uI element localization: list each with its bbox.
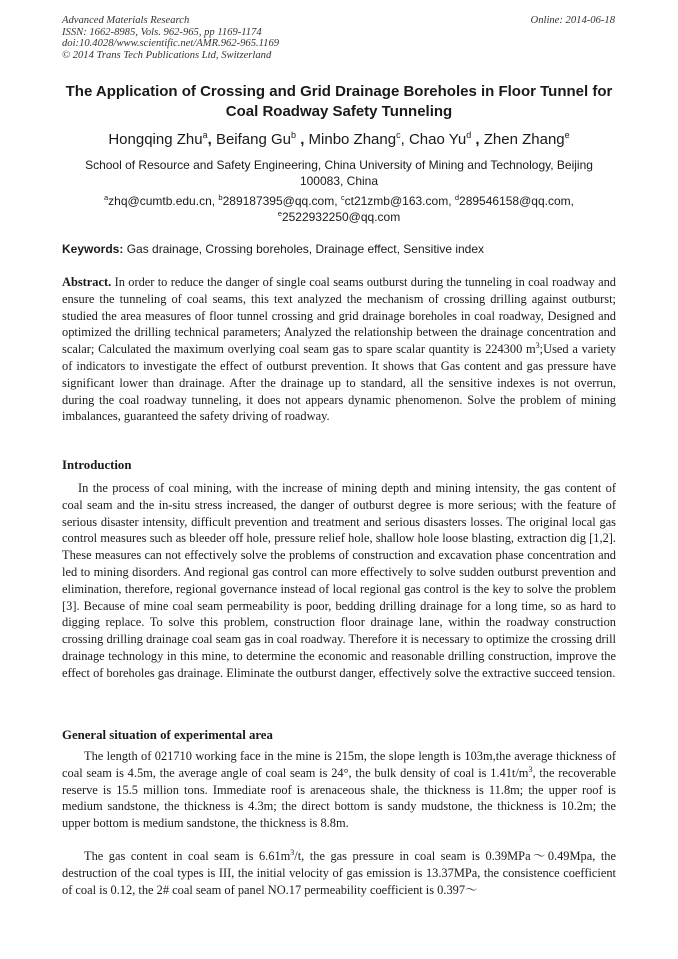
general-p1-sup: 3 [528,764,533,774]
author-name: Zhen Zhang [483,131,565,148]
copyright-line: © 2014 Trans Tech Publications Ltd, Switzerland [62,49,272,61]
general-paragraph-2 [62,848,616,898]
email-list: $^a$zhq@cumtb.edu.cn, $^b$289187395@qq.com, $^c$ct21zmb@163.com, $^d$289546158@qq.com, $^e$2522932250@qq.com [104,193,574,224]
abstract-label: Abstract. [62,275,112,289]
author-name: Hongqing Zhu [108,131,203,148]
author-sup: e [564,130,570,140]
general-p2-text-a: The gas content in coal seam is 6.61m [84,849,291,863]
email-sup: a [104,193,109,202]
email-link[interactable]: 289546158@qq.com [459,194,571,208]
author-sup: b [291,130,297,140]
general-p1-text-a: The length of 021710 working face in the mine is 215m, the slope length is 103m,the average thickness of coal seam is 4.5m, the average angle of coal seam is 24°, the bulk density of coal is 1.41t/m [62,749,616,780]
author-name: Minbo Zhang [308,131,397,148]
doi-line[interactable]: doi:10.4028/www.scientific.net/AMR.962-965.1169 [62,38,280,50]
general-p2-sup: 3 [290,848,295,857]
author-name: Beifang Gu [215,131,291,148]
journal-name: Advanced Materials Research [62,15,190,26]
general-situation-heading: General situation of experimental area [62,728,273,742]
author-sup: c [396,130,401,140]
paper-title: The Application of Crossing and Grid Drainage Boreholes in Floor Tunnel for Coal Roadway Safety Tunneling [65,83,613,120]
journal-header [62,15,279,61]
affiliation: School of Resource and Safety Engineering, China University of Mining and Technology, Beijing 100083, China [85,158,593,188]
email-sup: d [454,193,460,202]
introduction-text: In the process of coal mining, with the increase of mining depth and mining intensity, the gas content of coal seam and the in-situ stress increased, the danger of outburst degree is more serious; with the feature of serious disaster intensity, difficult prevention and treatment and serious disasters losses. The original local gas control measures such as bleeder off hole, pressure relief hole, shallow hole loose blasting, extraction dig [1,2]. These measures can not effectively solve the problems of construction and excavation phase concentration and led to mining disorders. And regional gas control can more effectively to solve sudden outburst prevention and elimination, therefore, regional governance instead of local regional gas control is the key to solve the problem [3]. Because of mine coal seam permeability is poor, bedding drilling drainage for a long time, so as hard to digging replace. To solve this problem, construction floor drainage lane, within the roadway construction crossing drilling drainage coal seam gas in coal roadway. Therefore it is necessary to optimize the crossing drill drainage technology in this mine, to determine the economic and reasonable drilling construction, improve the effect of boreholes gas drainage. Eliminate the outburst danger, effectively solve the extractive succeed tension. [62,481,616,680]
general-p1-text-b: , the recoverable reserve is 15.5 million tons. Immediate roof is arenaceous shale, the thickness is 11.8m; the upper roof is medium sandstone, the thickness is 4.3m; the direct bottom is sandy mudstone, the thickness is 10.2m; the upper bottom is medium sandstone, the thickness is 8.8m. [62,765,616,831]
email-link[interactable]: 2522932250@qq.com [281,210,401,224]
email-link[interactable]: 289187395@qq.com [222,194,335,208]
issn-line: ISSN: 1662-8985, Vols. 962-965, pp 1169-1174 [62,26,262,38]
general-paragraph-1 [62,748,616,832]
abstract-sup: 3 [535,341,540,351]
email-sup: b [218,193,223,202]
email-sup: c [340,193,345,202]
email-link[interactable]: zhq@cumtb.edu.cn [108,194,212,208]
general-p2-text-b: /t, the gas pressure in coal seam is 0.39MPa～0.49Mpa, the destruction of the coal types is III, the initial velocity of gas emission is 13.37MPa, the consistence coefficient of coal is 0.12, the 2# coal seam of panel NO.17 permeability coefficient is 0.397～ [62,849,616,897]
abstract-text-2: ;Used a variety of indicators to investigate the effect of outburst prevention. It shows that Gas content and gas pressure have significant lower than drainage. After the drainage up to standard, all the sensitive indexes is not overrun, during the coal roadway tunneling, it does not appears dynamic phenomenon. Solve the problem of mining imbalances, guaranteed the safety driving of roadway. [62,342,616,424]
keywords [62,241,616,257]
keywords-label: Keywords: [62,242,124,256]
abstract-text-1: In order to reduce the danger of single coal seams outburst during the tunneling in coal roadway and ensure the tunneling of coal seams, this text analyzed the mechanism of crossing drilling against outburst; studied the area measures of floor tunnel crossing and grid drainage boreholes in coal roadway, Designed and optimized the drilling technical parameters; Analyzed the relationship between the drainage concentration and scalar; Calculated the maximum overlying coal seam gas to spare scalar quantity is 224300 m [62,275,616,357]
author-list: Hongqing Zhu$^a$, Beifang Gu$^b$ , Minbo Zhang$^c$, Chao Yu$^d$ , Zhen Zhang$^e$ [108,130,570,148]
author-sup: a [202,130,208,140]
author-sup: d [466,130,472,140]
email-link[interactable]: ct21zmb@163.com [344,194,449,208]
abstract [62,274,616,425]
keywords-text: Gas drainage, Crossing boreholes, Drainage effect, Sensitive index [126,242,485,256]
email-sup: e [277,209,282,218]
author-name: Chao Yu [408,131,467,148]
online-date: Online: 2014-06-18 [530,15,615,26]
introduction-heading: Introduction [62,458,132,472]
